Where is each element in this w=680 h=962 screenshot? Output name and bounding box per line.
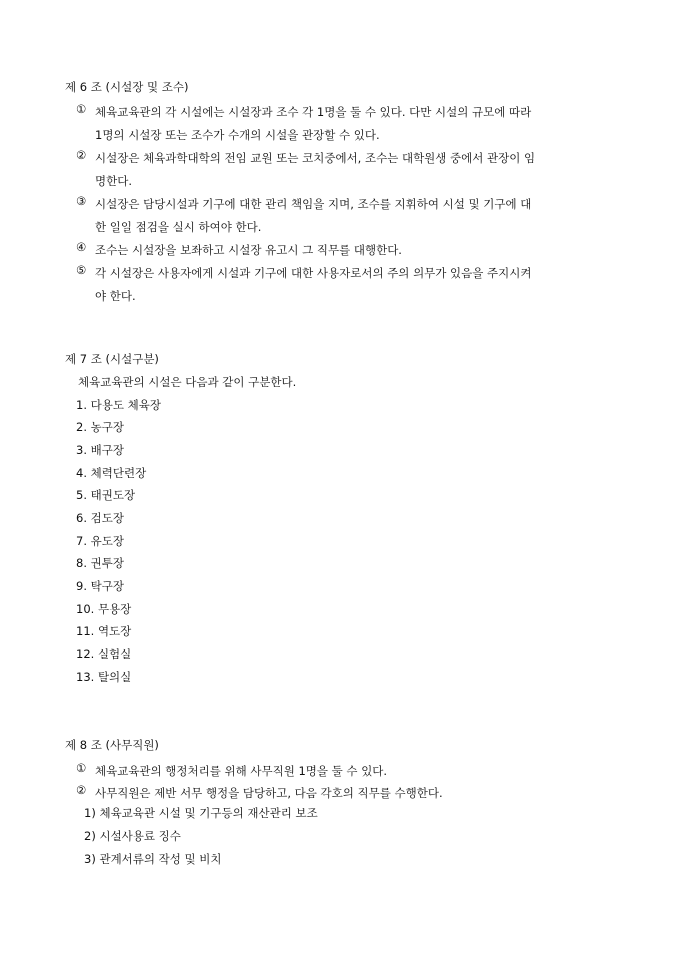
list-item: 12. 실험실 (76, 647, 132, 661)
list-item: 4. 체력단련장 (76, 466, 147, 480)
clause-line: 명한다. (95, 174, 132, 188)
article-6-clause-2 (76, 147, 636, 193)
clause-line: 시설장은 담당시설과 기구에 대한 관리 책임을 지며, 조수를 지휘하여 시설 및 기구에 대 (95, 197, 532, 211)
list-item: 7. 유도장 (76, 534, 124, 548)
article-7-heading: 제 7 조 (시설구분) (65, 352, 159, 366)
sub-item: 2) 시설사용료 징수 (84, 829, 181, 843)
article-6-heading: 제 6 조 (시설장 및 조수) (65, 80, 189, 94)
clause-line: 각 시설장은 사용자에게 시설과 기구에 대한 사용자로서의 주의 의무가 있음을 주지시켜 (95, 266, 532, 280)
article-8-clause-2 (76, 782, 636, 805)
article-6-clause-5 (76, 262, 636, 308)
sub-item: 1) 체육교육관 시설 및 기구등의 재산관리 보조 (84, 806, 318, 820)
clause-number: ② (76, 148, 87, 162)
clause-line: 한 일일 점검을 실시 하여야 한다. (95, 220, 262, 234)
clause-line: 체육교육관의 각 시설에는 시설장과 조수 각 1명을 둘 수 있다. 다만 시설의 규모에 따라 (95, 105, 532, 119)
list-item: 5. 태권도장 (76, 488, 136, 502)
list-item: 13. 탈의실 (76, 670, 132, 684)
clause-line: 시설장은 체육과학대학의 전임 교원 또는 코치중에서, 조수는 대학원생 중에서 관장이 임 (95, 151, 536, 165)
article-8-clause-1 (76, 760, 636, 783)
clause-line: 조수는 시설장을 보좌하고 시설장 유고시 그 직무를 대행한다. (95, 243, 402, 257)
article-7-lead: 체육교육관의 시설은 다음과 같이 구분한다. (78, 375, 297, 389)
clause-line: 사무직원은 제반 서무 행정을 담당하고, 다음 각호의 직무를 수행한다. (95, 786, 443, 800)
list-item: 6. 검도장 (76, 511, 124, 525)
clause-number: ④ (76, 240, 87, 254)
clause-number: ① (76, 761, 87, 775)
clause-line: 야 한다. (95, 289, 136, 303)
article-6-clause-3 (76, 193, 636, 239)
list-item: 1. 다용도 체육장 (76, 398, 161, 412)
list-item: 10. 무용장 (76, 602, 132, 616)
clause-line: 체육교육관의 행정처리를 위해 사무직원 1명을 둘 수 있다. (95, 764, 388, 778)
article-8-heading: 제 8 조 (사무직원) (65, 738, 159, 752)
clause-number: ③ (76, 194, 87, 208)
sub-item: 3) 관계서류의 작성 및 비치 (84, 852, 222, 866)
list-item: 9. 탁구장 (76, 579, 124, 593)
list-item: 2. 농구장 (76, 420, 124, 434)
list-item: 11. 역도장 (76, 624, 132, 638)
article-6-clause-1 (76, 101, 636, 147)
list-item: 8. 권투장 (76, 556, 124, 570)
clause-number: ① (76, 102, 87, 116)
clause-number: ⑤ (76, 263, 87, 277)
clause-line: 1명의 시설장 또는 조수가 수개의 시설을 관장할 수 있다. (95, 128, 380, 142)
article-6-clause-4 (76, 239, 636, 262)
list-item: 3. 배구장 (76, 443, 124, 457)
clause-number: ② (76, 783, 87, 797)
